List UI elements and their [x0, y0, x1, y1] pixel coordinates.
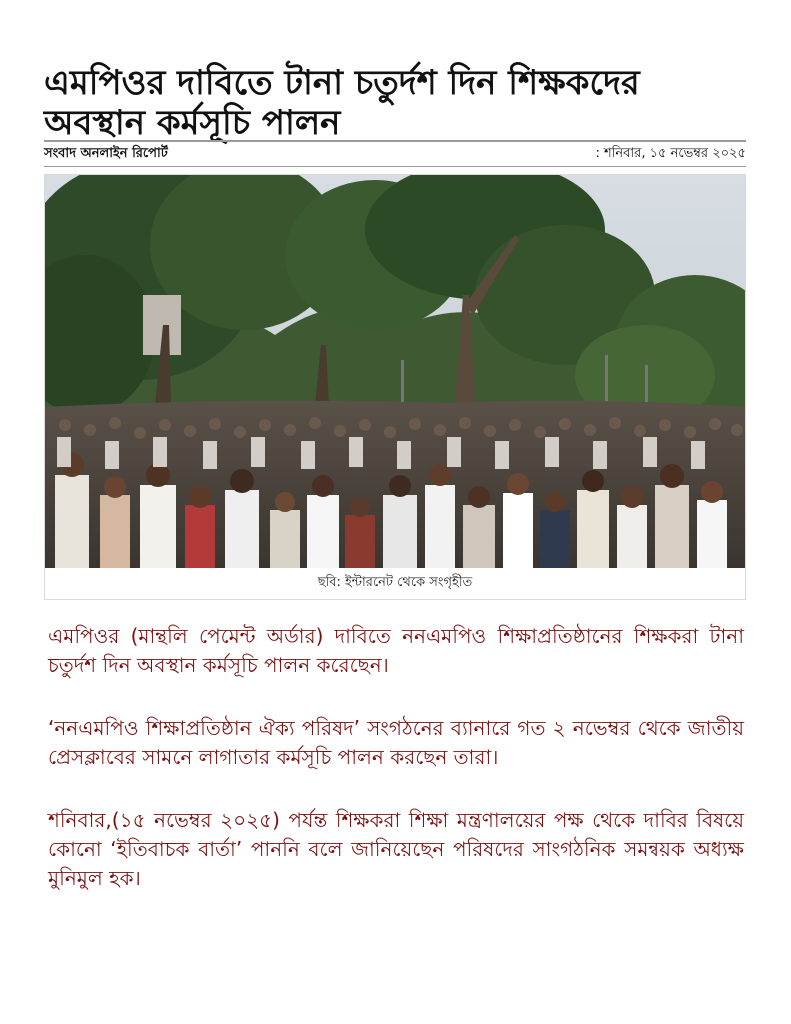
byline-bar — [44, 140, 746, 167]
article-headline: এমপিওর দাবিতে টানা চতুর্দশ দিন শিক্ষকদের অবস্থান কর্মসূচি পালন — [44, 62, 640, 143]
byline-author: সংবাদ অনলাইন রিপোর্ট — [44, 145, 168, 161]
article-paragraph-1: এমপিওর (মান্থলি পেমেন্ট অর্ডার) দাবিতে ননএমপিও শিক্ষাপ্রতিষ্ঠানের শিক্ষকরা টানা চতুর্দশ দিন অবস্থান কর্মসূচি পালন করেছেন। — [48, 624, 744, 677]
article-paragraph-2: ‘ননএমপিও শিক্ষাপ্রতিষ্ঠান ঐক্য পরিষদ’ সংগঠনের ব্যানারে গত ২ নভেম্বর থেকে জাতীয় প্রেসক্লাবের সামনে লাগাতার কর্মসূচি পালন করছেন তারা। — [48, 716, 744, 769]
photo-frame — [44, 174, 746, 600]
publish-date: : শনিবার, ১৫ নভেম্বর ২০২৫ — [595, 145, 746, 161]
photo-caption: ছবি: ইন্টারনেট থেকে সংগৃহীত — [317, 575, 473, 590]
article-photo — [45, 175, 745, 568]
article-paragraph-3: শনিবার,(১৫ নভেম্বর ২০২৫) পর্যন্ত শিক্ষকরা শিক্ষা মন্ত্রণালয়ের পক্ষ থেকে দাবির বিষয়ে কোনো ‘ইতিবাচক বার্তা’ পাননি বলে জানিয়েছেন পরিষদের সাংগঠনিক সমন্বয়ক অধ্যক্ষ মুনিমুল হক। — [48, 808, 744, 890]
article-body — [48, 622, 744, 927]
crowd-protest-photo — [45, 175, 745, 568]
